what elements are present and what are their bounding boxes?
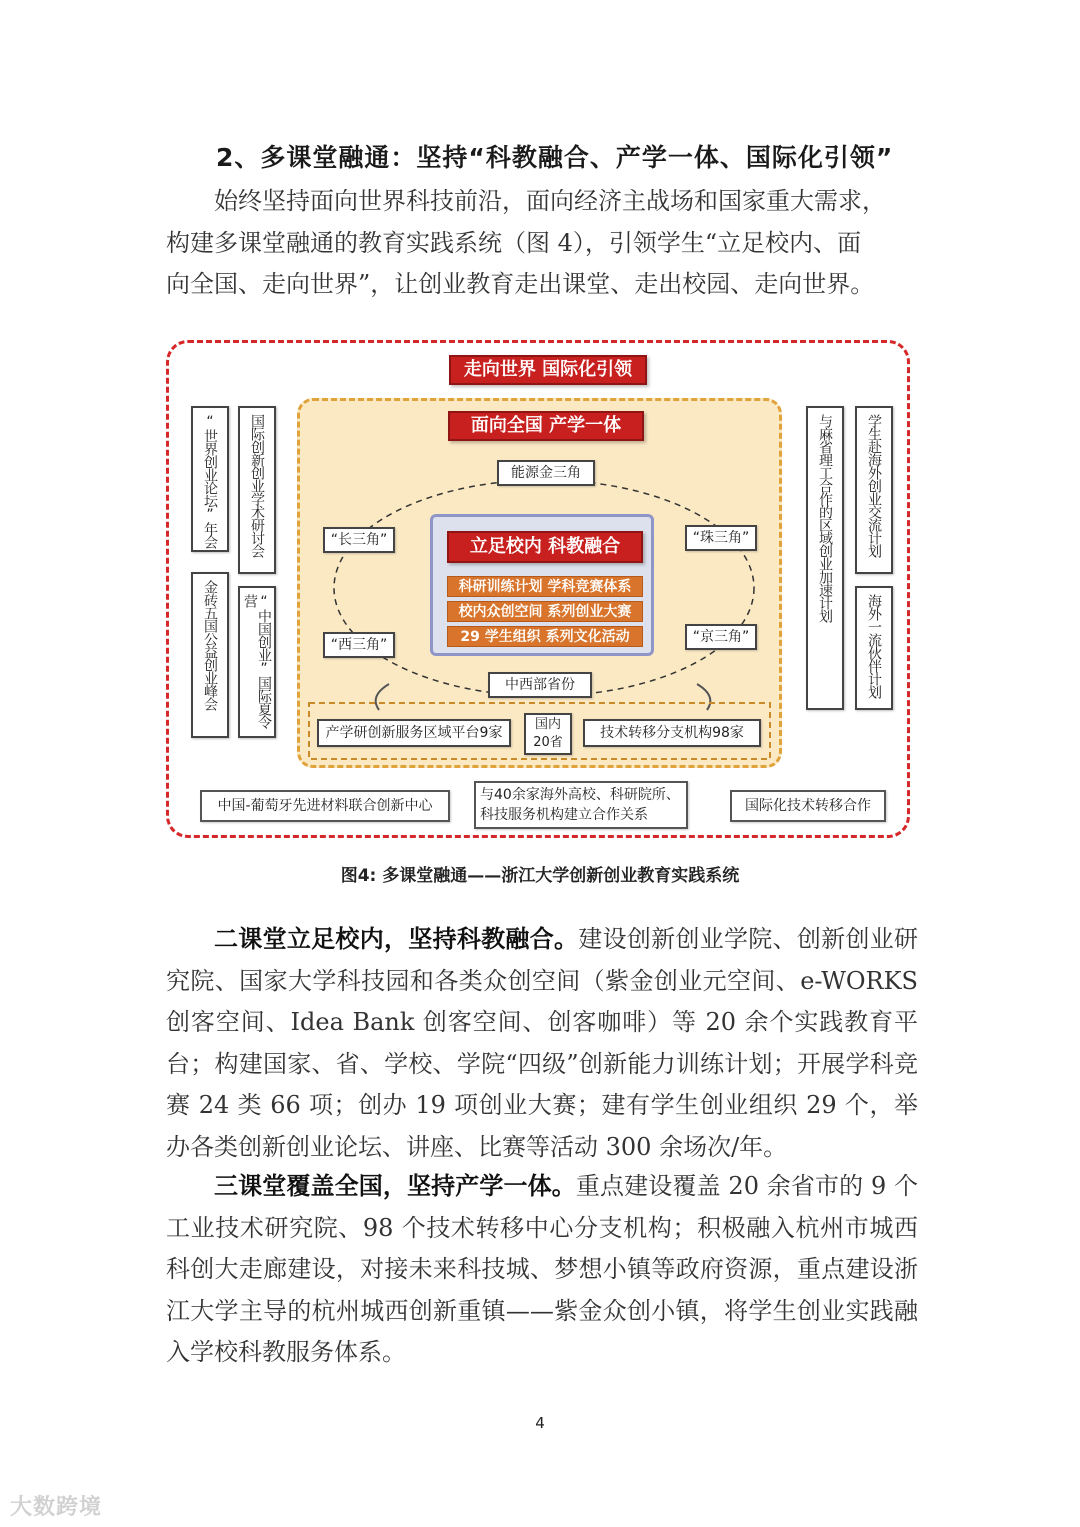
bottom-intl-tech-transfer: 国际化技术转移合作	[730, 790, 886, 822]
bottom-overseas-cooperation: 与40余家海外高校、科研院所、 科技服务机构建立合作关系	[474, 781, 688, 829]
domestic-platforms: 产学研创新服务区域平台9家	[317, 719, 511, 747]
paragraph-campus	[166, 919, 918, 1168]
right-box-overseas-exchange: 学生赴海外创业交流计划	[855, 406, 893, 574]
intro-paragraph	[166, 181, 918, 306]
region-energy: 能源金三角	[497, 460, 595, 486]
left-box-academic-seminar: 国际创新创业学术研讨会	[238, 406, 276, 574]
region-central: 中西部省份	[488, 672, 592, 698]
figure-caption: 图4: 多课堂融通——浙江大学创新创业教育实践系统	[340, 866, 740, 886]
left-box-summer-camp: “中国创业”国际夏令营	[238, 586, 276, 738]
region-jing: “京三角”	[685, 624, 757, 650]
paragraph-national-lead: 三课堂覆盖全国，坚持产学一体。	[214, 1172, 576, 1200]
paragraph-national-text: 重点建设覆盖 20 余省市的 9 个工业技术研究院、98 个技术转移中心分支机构；积极融入杭州市城西科创大走廊建设，对接未来科技城、梦想小镇等政府资源，重点建设浙江大学主导的杭州城西创新重镇——紫金众创小镇，将学生创业实践融入学校科教服务体系。	[166, 1172, 919, 1366]
nation-title: 面向全国 产学一体	[448, 411, 644, 441]
domestic-provinces: 国内 20省	[524, 713, 572, 755]
paragraph-campus-text: 建设创新创业学院、创新创业研究院、国家大学科技园和各类众创空间（紫金创业元空间、e-WORKS 创客空间、Idea Bank 创客空间、创客咖啡）等 20 余个实践教育平台；构建国家、省、学校、学院“四级”创新能力训练计划；开展学科竞赛 24 类 66 项；创办 19 项创业大赛；建有学生创业组织 29 个，举办各类创新创业论坛、讲座、比赛等活动 300 余场次/年。	[166, 925, 919, 1161]
campus-item-1: 科研训练计划 学科竞赛体系	[447, 576, 643, 597]
curved-arrow-right	[697, 684, 710, 710]
bottom-portugal-center: 中国-葡萄牙先进材料联合创新中心	[200, 790, 450, 822]
intro-line-1: 始终坚持面向世界科技前沿，面向经济主战场和国家重大需求，	[214, 187, 886, 215]
intro-line-3: 向全国、走向世界”，让创业教育走出课堂、走出校园、走向世界。	[166, 270, 875, 298]
watermark-logo: 大数跨境	[10, 1495, 103, 1520]
paragraph-national	[166, 1166, 918, 1374]
left-box-world-forum: “世界创业论坛”年会	[191, 406, 229, 552]
world-title: 走向世界 国际化引领	[449, 355, 647, 385]
region-west: “西三角”	[323, 632, 395, 658]
page-number: 4	[535, 1414, 545, 1432]
paragraph-campus-lead: 二课堂立足校内，坚持科教融合。	[214, 925, 579, 953]
campus-title: 立足校内 科教融合	[447, 531, 643, 563]
campus-item-3: 29 学生组织 系列文化活动	[447, 626, 643, 647]
curved-arrow-left	[376, 684, 389, 710]
right-box-partner-plan: 海外一流伙伴计划	[855, 586, 893, 710]
left-box-brics-summit: 金砖五国公益创业峰会	[191, 572, 229, 738]
region-pearl: “珠三角”	[685, 525, 757, 551]
campus-item-2: 校内众创空间 系列创业大赛	[447, 601, 643, 622]
section-heading: 2、多课堂融通：坚持“科教融合、产学一体、国际化引领”	[216, 143, 894, 172]
region-yangtze: “长三角”	[323, 527, 395, 553]
domestic-tech-transfer: 技术转移分支机构98家	[583, 719, 761, 747]
right-box-mit-accelerator: 与麻省理工合作的区域创业加速计划	[806, 406, 844, 710]
intro-line-2: 构建多课堂融通的教育实践系统（图 4），引领学生“立足校内、面	[166, 228, 862, 257]
